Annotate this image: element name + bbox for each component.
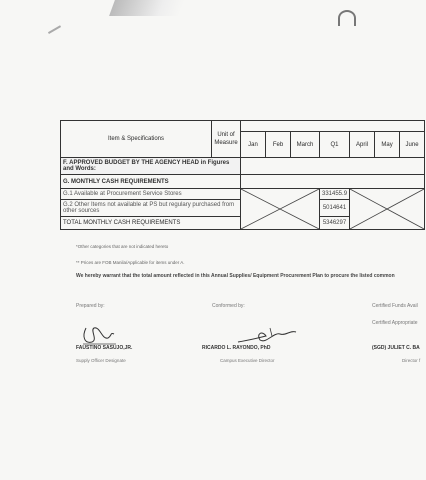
header-item-specifications: Item & Specifications: [61, 121, 212, 158]
header-month-feb: Feb: [266, 132, 291, 158]
section-g-blank: [241, 175, 425, 189]
cross-out-mark: [241, 189, 319, 229]
certified-by-title: Director f: [402, 358, 421, 363]
crossed-out-cell-left: [241, 189, 320, 230]
footnote-2: ** Prices are FOB Manila/Applicable for items under A.: [76, 260, 185, 265]
budget-table: [60, 120, 425, 230]
section-g-monthly-cash: G. MONTHLY CASH REQUIREMENTS: [61, 175, 241, 189]
row-total-label: TOTAL MONTHLY CASH REQUIREMENTS: [61, 217, 241, 230]
conformed-by-title: Campus Executive Director: [220, 358, 275, 363]
header-month-april: April: [350, 132, 375, 158]
footnote-1: *Other categories that are not indicated hereto: [76, 244, 169, 249]
prepared-by-title: Supply Officer Designate: [76, 358, 126, 363]
prepared-by-name: FAUSTINO SASUJO,JR.: [76, 345, 133, 351]
row-g1-label: G.1 Available at Procurement Service Stores: [61, 189, 241, 200]
scan-arc-mark: [338, 10, 356, 26]
cross-out-mark: [350, 189, 424, 229]
warrant-statement: We hereby warrant that the total amount reflected in this Annual Supplies/ Equipment Procurement Plan to procure the listed common: [76, 273, 395, 279]
header-month-jan: Jan: [241, 132, 266, 158]
crossed-out-cell-right: [350, 189, 425, 230]
header-unit-of-measure: Unit of Measure: [212, 121, 241, 158]
conformed-by-label: Conformed by:: [212, 303, 245, 309]
row-g1-q1-value: 331455.9: [320, 189, 350, 200]
certified-by-name: (SGD) JULIET C. BA: [372, 345, 420, 351]
row-g2-label: G.2 Other Items not available at PS but regulary purchased from other sources: [61, 200, 241, 217]
header-month-june: June: [400, 132, 425, 158]
section-f-approved-budget: F. APPROVED BUDGET BY THE AGENCY HEAD in Figures and Words:: [61, 158, 241, 175]
section-f-blank: [241, 158, 425, 175]
row-total-q1-value: 5346297: [320, 217, 350, 230]
conformed-by-name: RICARDO L. RAYONDO, PhD: [202, 345, 271, 351]
prepared-by-label: Prepared by:: [76, 303, 105, 309]
header-month-march: March: [291, 132, 320, 158]
row-g2-q1-value: 5014641: [320, 200, 350, 217]
header-months-blank: [241, 121, 425, 132]
scan-smudge: [109, 0, 185, 16]
header-month-may: May: [375, 132, 400, 158]
header-q1: Q1: [320, 132, 350, 158]
certified-funds-label: Certified Funds Avail: [372, 303, 418, 309]
certified-appropriate-label: Certified Appropriate: [372, 320, 418, 326]
scan-mark: [48, 25, 66, 42]
